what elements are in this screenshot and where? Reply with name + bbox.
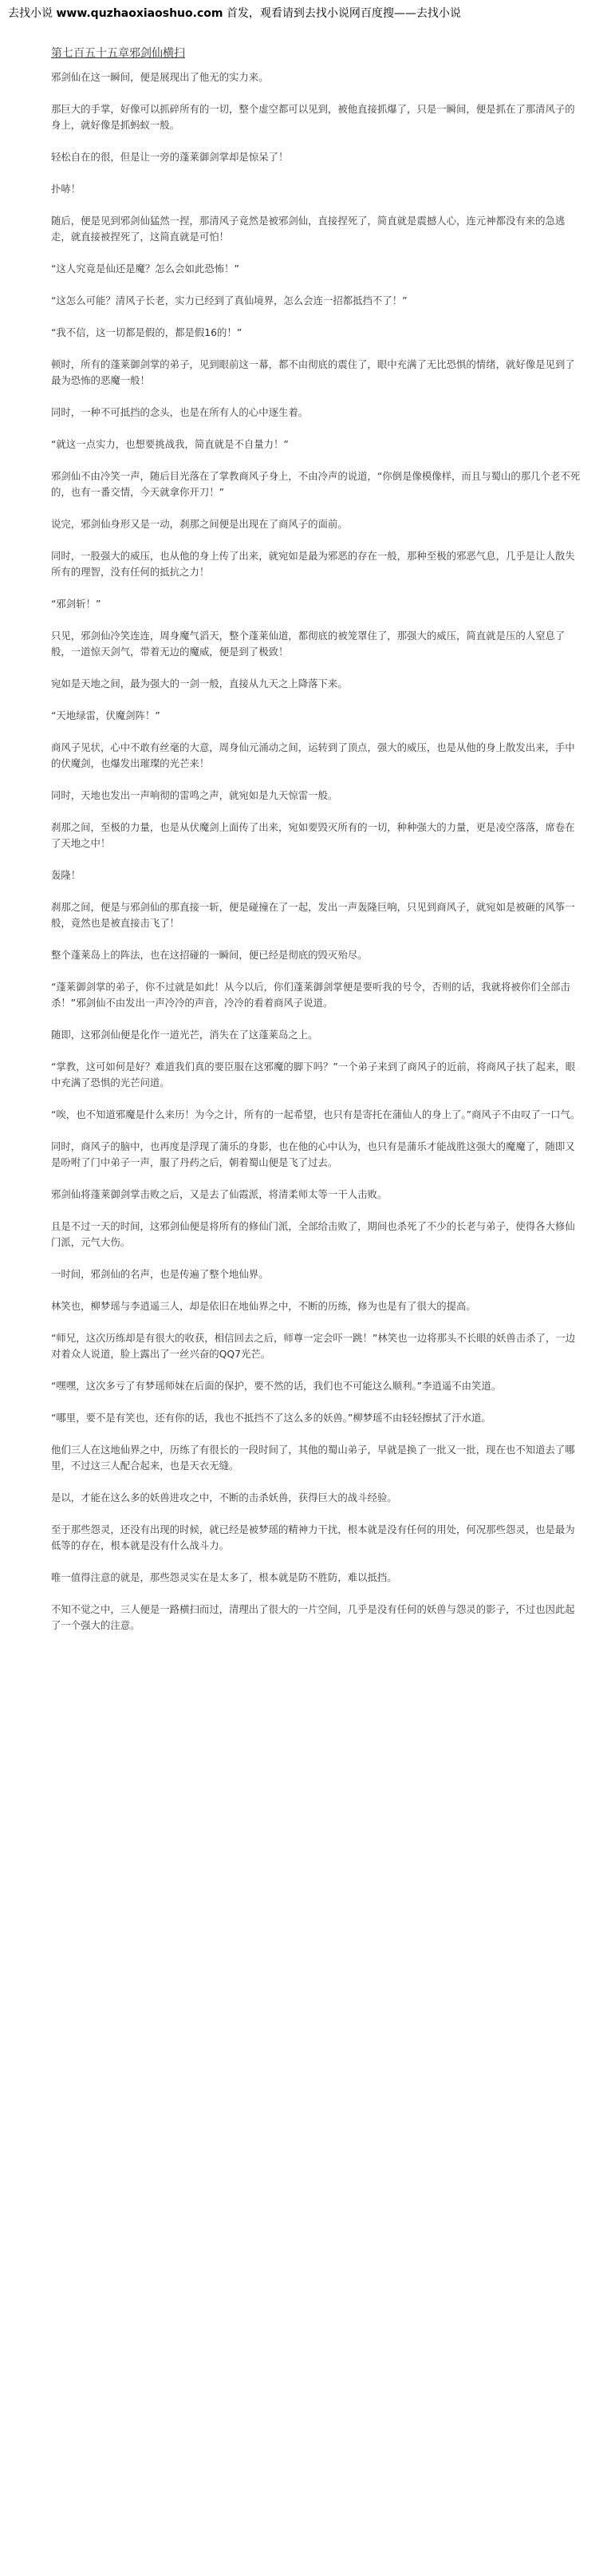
chapter-paragraph: 刹那之间，便是与邪剑仙的那直接一斩，便是碰撞在了一起，发出一声轰隆巨响，只见到商风子，就宛如是被砸的风筝一般，竟然也是被直接击飞了！ — [51, 901, 575, 929]
chapter-paragraph: 他们三人在这地仙界之中，历练了有很长的一段时间了，其他的蜀山弟子，早就是换了一批又一批，现在也不知道去了哪里，不过这三人配合起来，也是天衣无缝。 — [51, 1444, 575, 1472]
chapter-paragraph: “就这一点实力，也想要挑战我，简直就是不自量力！” — [51, 438, 289, 450]
chapter-paragraph: 唯一值得注意的就是，那些怨灵实在是太多了，根本就是防不胜防，难以抵挡。 — [51, 1571, 397, 1583]
chapter-paragraph: “掌教，这可如何是好？难道我们真的要臣服在这邪魔的脚下吗？”一个弟子来到了商风子的近前，将商风子扶了起来，眼中充满了恐惧的光芒问道。 — [51, 1061, 576, 1088]
chapter-paragraph: “嘿嘿，这次多亏了有梦瑶师妹在后面的保护，要不然的话，我们也不可能这么顺利。”李逍遥不由笑道。 — [51, 1380, 502, 1392]
chapter-title: 第七百五十五章邪剑仙横扫 — [51, 47, 185, 60]
chapter-paragraph: 邪剑仙在这一瞬间，便是展现出了他无的实力来。 — [51, 71, 269, 83]
chapter-paragraph: 随即，这邪剑仙便是化作一道光芒，消失在了这蓬莱岛之上。 — [51, 1029, 318, 1041]
header-prefix: 去找小说 — [8, 7, 53, 20]
header-suffix: 首发，观看请到去找小说网百度搜——去找小说 — [226, 7, 461, 20]
chapter-paragraph: 同时，一股强大的威压，也从他的身上传了出来，就宛如是最为邪恶的存在一般，那种至极的邪恶气息，几乎是让人散失所有的理智，没有任何的抵抗之力！ — [51, 550, 575, 578]
chapter-paragraph: “这怎么可能？清风子长老，实力已经到了真仙境界，怎么会连一招都抵挡不了！” — [51, 294, 408, 306]
site-header — [0, 0, 615, 32]
chapter-paragraph: 轻松自在的很，但是让一旁的蓬莱御剑掌却是惊呆了！ — [51, 151, 289, 163]
chapter-paragraph: 是以，才能在这么多的妖兽进攻之中，不断的击杀妖兽，获得巨大的战斗经验。 — [51, 1491, 397, 1503]
chapter-paragraph: 那巨大的手掌，好像可以抓碎所有的一切，整个虚空都可以见到，被他直接抓爆了，只是一瞬间，便是抓在了那清风子的身上，就好像是抓蚂蚁一般。 — [51, 103, 575, 131]
chapter-paragraph: “我不信，这一切都是假的，都是假16的！” — [51, 326, 242, 338]
chapter-paragraph: “师兄，这次历练却是有很大的收获，相信回去之后，师尊一定会吓一跳！”林笑也一边将那头不长眼的妖兽击杀了，一边对着众人说道，脸上露出了一丝兴奋的QQ7光芒。 — [51, 1332, 576, 1360]
chapter-paragraph: 一时间，邪剑仙的名声，也是传遍了整个地仙界。 — [51, 1268, 269, 1280]
chapter-paragraph: 同时，一种不可抵挡的念头，也是在所有人的心中逐生着。 — [51, 406, 309, 418]
chapter-paragraph: 不知不觉之中，三人便是一路横扫而过，清理出了很大的一片空间，几乎是没有任何的妖兽与怨灵的影子，不过也因此起了一个强大的注意。 — [51, 1603, 575, 1631]
chapter-paragraph: 宛如是天地之间，最为强大的一剑一般，直接从九天之上降落下来。 — [51, 678, 348, 689]
chapter-paragraph: 至于那些怨灵，还没有出现的时候，就已经是被梦瑶的精神力干扰，根本就是没有任何的用处，何况那些怨灵，也是最为低等的存在，根本就是没有什么战斗力。 — [51, 1523, 575, 1551]
chapter-paragraph: “天地绿雷，伏魔剑阵！” — [51, 709, 160, 721]
chapter-paragraph: 同时，天地也发出一声响彻的雷鸣之声，就宛如是九天惊雷一般。 — [51, 789, 338, 801]
chapter-paragraph: 整个蓬莱岛上的阵法，也在这招碰的一瞬间，便已经是彻底的毁灭殆尽。 — [51, 949, 368, 961]
chapter-paragraph: “邪剑斩！” — [51, 598, 101, 610]
chapter-paragraph: “蓬莱御剑掌的弟子，你不过就是如此！从今以后，你们蓬莱御剑掌便是要听我的号令，否则的话，我就将被你们全部击杀！”邪剑仙不由发出一声冷冷的声音，冷冷的看着商风子说道。 — [51, 981, 570, 1009]
chapter-paragraph: “这人究竟是仙还是魔？怎么会如此恐怖！” — [51, 263, 239, 275]
chapter-paragraph: 顿时，所有的蓬莱御剑掌的弟子，见到眼前这一幕，都不由彻底的震住了，眼中充满了无比恐惧的情绪，就好像是见到了最为恐怖的恶魔一般！ — [51, 358, 575, 386]
chapter-paragraph: 邪剑仙将蓬莱御剑掌击败之后，又是去了仙霞派，将清柔师太等一干人击败。 — [51, 1188, 388, 1200]
site-domain-link[interactable]: www.quzhaoxiaoshuo.com — [56, 7, 223, 20]
chapter-paragraph: “哪里，要不是有笑也，还有你的话，我也不抵挡不了这么多的妖兽。”柳梦瑶不由轻轻擦拭了汗水道。 — [51, 1412, 491, 1424]
chapter-paragraph: “唉，也不知道邪魔是什么来历！为今之计，所有的一起希望，也只有是寄托在蒲仙人的身上了。”商风子不由叹了一口气。 — [51, 1108, 581, 1120]
chapter-paragraph: 邪剑仙不由冷笑一声，随后目光落在了掌教商风子身上，不由冷声的说道，“你倒是像模像样，而且与蜀山的那几个老不死的，也有一番交情，今天就拿你开刀！” — [51, 470, 581, 498]
chapter-paragraph: 同时，商风子的脑中，也再度是浮现了蒲乐的身影，也在他的心中认为，也只有是蒲乐才能战胜这强大的魔魔了，随即又是吩咐了门中弟子一声，服了丹药之后，朝着蜀山便是飞了过去。 — [51, 1140, 575, 1168]
chapter-article — [0, 32, 615, 1643]
chapter-paragraph: 只见，邪剑仙冷笑连连，周身魔气滔天，整个蓬莱仙道，都彻底的被笼罩住了，那强大的威压，简直就是压的人窒息了般，一道惊天剑气，带着无边的魔威，便是到了极致！ — [51, 630, 566, 658]
chapter-paragraph: 商风子见状，心中不敢有丝毫的大意，周身仙元涌动之间，运转到了顶点，强大的威压，也是从他的身上散发出来，手中的伏魔剑，也爆发出璀璨的光芒来！ — [51, 741, 575, 769]
chapter-paragraph: 轰隆！ — [51, 869, 81, 881]
chapter-paragraph: 刹那之间，至极的力量，也是从伏魔剑上面传了出来，宛如要毁灭所有的一切，种种强大的力量，更是凌空落落，席卷在了天地之中！ — [51, 821, 575, 849]
chapter-paragraph: 随后，便是见到邪剑仙猛然一捏，那清风子竟然是被邪剑仙，直接捏死了，简直就是震撼人心，连元神都没有来的急逃走，就直接被捏死了，这简直就是可怕！ — [51, 215, 566, 243]
chapter-paragraph: 林笑也，柳梦瑶与李逍遥三人，却是依旧在地仙界之中，不断的历练，修为也是有了很大的提高。 — [51, 1300, 476, 1312]
chapter-body — [51, 69, 585, 1643]
chapter-paragraph: 说完，邪剑仙身形又是一动，刹那之间便是出现在了商风子的面前。 — [51, 518, 348, 530]
chapter-paragraph: 扑哧！ — [51, 183, 81, 195]
chapter-paragraph: 且是不过一天的时间，这邪剑仙便是将所有的修仙门派，全部给击败了，期间也杀死了不少的长老与弟子，使得各大修仙门派，元气大伤。 — [51, 1220, 575, 1248]
